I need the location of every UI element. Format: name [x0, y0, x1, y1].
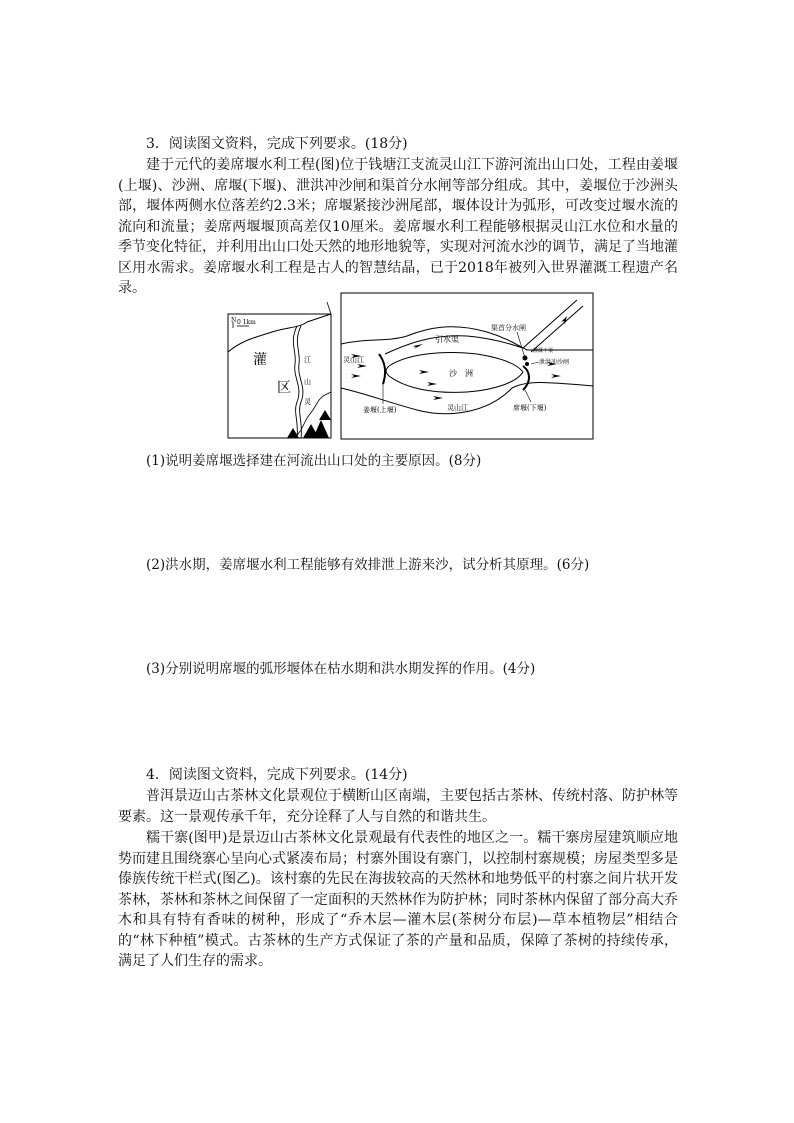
label-diversion-gate: 渠首分水闸: [491, 324, 526, 332]
label-xi-weir: 席堰(下堰): [513, 404, 547, 412]
question-4-paragraph-2: 糯干寨(图甲)是景迈山古茶林文化景观最有代表性的地区之一。糯干寨房屋建筑顺应地势而建且围绕寨心呈向心式紧凑布局；村寨外围设有寨门，以控制村寨规模；房屋类型多是傣族传统干栏式(图乙)。该村寨的先民在海拔较高的天然林和地势低平的村寨之间片状开发茶林，茶林和茶林之间保留了一定面积的天然林作为防护林；同时茶林内保留了部分高大乔木和具有特有香味的树种，形成了“乔木层—灌木层(茶树分布层)—草本植物层”相结合的“林下种植”模式。古茶林的生产方式保证了茶的产量和品质，保障了茶树的持续传承，满足了人们生存的需求。: [118, 830, 678, 969]
label-river-left: 灵山江: [343, 356, 364, 364]
main-map: [341, 293, 593, 439]
label-jiang-weir: 姜堰(上堰): [363, 406, 397, 414]
label-sand-gate: 泄洪冲沙闸: [539, 359, 570, 366]
inset-scale-label: 0 1km: [237, 319, 256, 326]
question-4-title: 4．阅读图文资料，完成下列要求。(14分): [146, 767, 408, 783]
weir-map-svg: [227, 292, 595, 440]
question-3-sub-3: (3)分别说明席堰的弧形堰体在枯水期和洪水期发挥的作用。(4分): [146, 661, 536, 677]
inset-label-shan: 山: [304, 378, 311, 386]
question-3-paragraph: 建于元代的姜席堰水利工程(图)位于钱塘江支流灵山江下游河流出山口处，工程由姜堰(上堰)、沙洲、席堰(下堰)、泄洪冲沙闸和渠首分水闸等部分组成。其中，姜堰位于沙洲头部，堰体两侧水位落差约2.3米；席堰紧接沙洲尾部，堰体设计为弧形，可改变过堰水流的流向和流量；姜席两堰堰顶高差仅10厘米。姜席堰水利工程能够根据灵山江水位和水量的季节变化特征，并利用出山口处天然的地形地貌等，实现对河流水沙的调节，满足了当地灌区用水需求。姜席堰水利工程是古人的智慧结晶，已于2018年被列入世界灌溉工程遗产名录。: [118, 157, 678, 296]
inset-label-guan: 灌: [253, 352, 267, 368]
label-river-bottom: 灵山江: [447, 404, 468, 412]
question-4-paragraph-1: 普洱景迈山古茶林文化景观位于横断山区南端，主要包括古茶林、传统村落、防护林等要素。这一景观传承千年，充分诠释了人与自然的和谐共生。: [118, 788, 678, 825]
question-3-sub-2: (2)洪水期，姜席堰水利工程能够有效排泄上游来沙，试分析其原理。(6分): [146, 557, 590, 573]
inset-label-ling: 灵: [304, 398, 311, 406]
question-3-sub-1: (1)说明姜席堰选择建在河流出山口处的主要原因。(8分): [146, 453, 482, 469]
question-3-title: 3．阅读图文资料，完成下列要求。(18分): [146, 136, 408, 152]
jiangxi-weir-figure: [227, 292, 595, 440]
inset-map: [228, 302, 331, 438]
label-sandbar: 沙 洲: [449, 369, 473, 378]
label-canal: 引水渠: [435, 335, 459, 344]
inset-north-label: N: [231, 317, 237, 324]
inset-label-qu: 区: [277, 380, 291, 396]
label-trunk-canal: 灌溉干渠: [533, 348, 554, 354]
inset-label-jiang: 江: [304, 356, 311, 364]
